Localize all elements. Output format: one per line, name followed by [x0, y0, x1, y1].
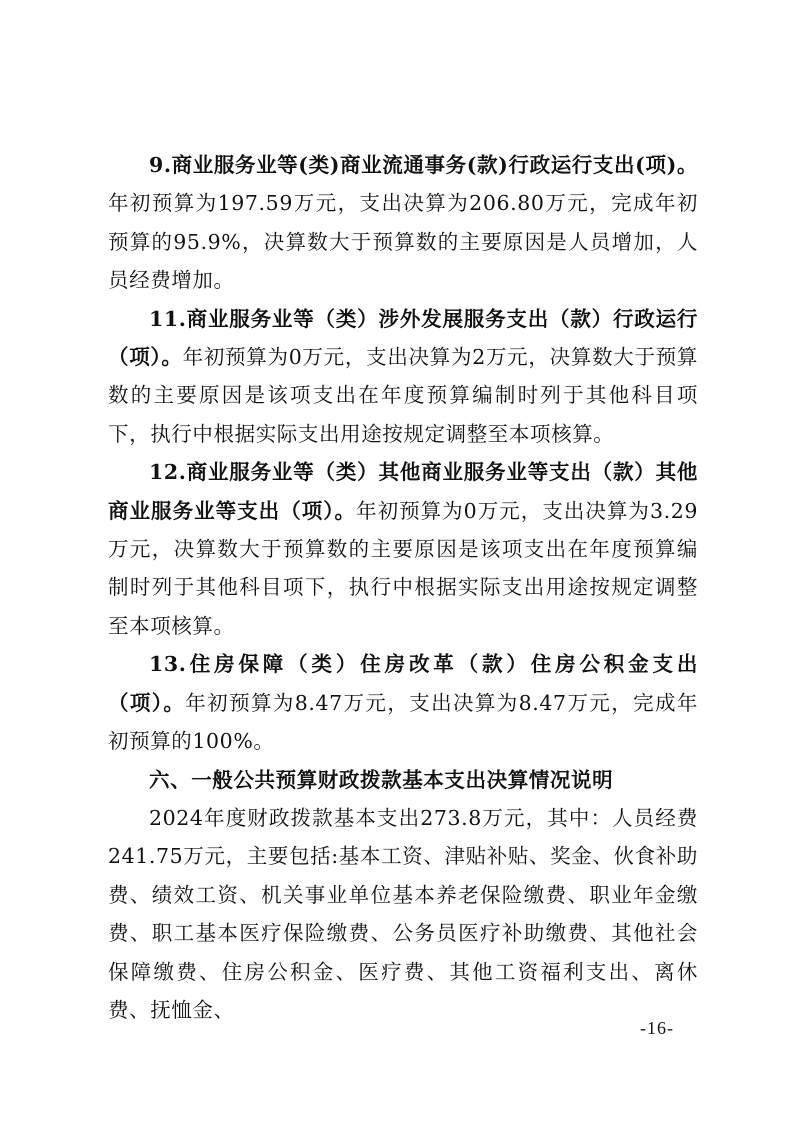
- item-heading: 9.商业服务业等(类)商业流通事务(款)行政运行支出(项)。: [149, 153, 698, 177]
- item-text: 年初预算为197.59万元，支出决算为206.80万元，完成年初预算的95.9%，决算数大于预算数的主要原因是人员增加，人员经费增加。: [108, 191, 698, 293]
- page-number: -16-: [640, 1018, 674, 1038]
- section-heading: 六、一般公共预算财政拨款基本支出决算情况说明: [149, 767, 614, 792]
- paragraph-item-12: [108, 453, 698, 645]
- item-heading: 12.商业服务业等（类）其他商业服务业等支出（款）其他商业服务业等支出（项）。: [108, 460, 698, 523]
- item-text: 年初预算为0万元，支出决算为3.29万元，决算数大于预算数的主要原因是该项支出在年度预算编制时列于其他科目项下，执行中根据实际支出用途按规定调整至本项核算。: [108, 498, 698, 638]
- paragraph-item-13: [108, 645, 698, 760]
- document-body: [108, 146, 698, 1029]
- item-text: 年初预算为8.47万元，支出决算为8.47万元，完成年初预算的100%。: [108, 690, 698, 754]
- item-heading: 13.住房保障（类）住房改革（款）住房公积金支出（项）。: [108, 652, 698, 715]
- paragraph-item-9: [108, 146, 698, 300]
- item-heading: 11.商业服务业等（类）涉外发展服务支出（款）行政运行（项）。: [108, 306, 698, 370]
- section-body-paragraph: 2024年度财政拨款基本支出273.8万元，其中：人员经费241.75万元，主要包括:基本工资、津贴补贴、奖金、伙食补助费、绩效工资、机关事业单位基本养老保险缴费、职业年金缴费、职工基本医疗保险缴费、公务员医疗补助缴费、其他社会保障缴费、住房公积金、医疗费、其他工资福利支出、离休费、抚恤金、: [108, 805, 698, 1022]
- paragraph-item-11: [108, 300, 698, 454]
- item-text: 年初预算为0万元，支出决算为2万元，决算数大于预算数的主要原因是该项支出在年度预算编制时列于其他科目项下，执行中根据实际支出用途按规定调整至本项核算。: [108, 345, 698, 446]
